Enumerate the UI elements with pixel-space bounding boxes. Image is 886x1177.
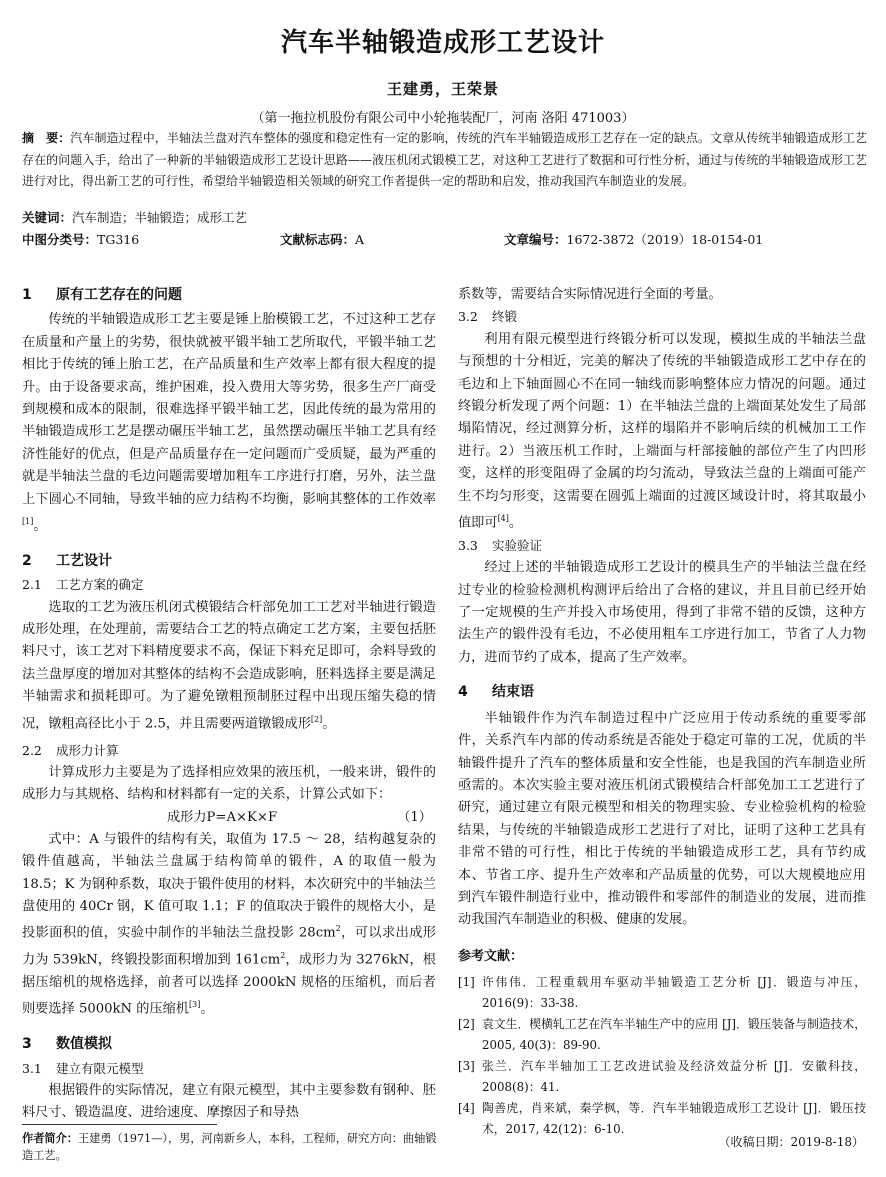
section-3-1-heading — [22, 1058, 436, 1080]
formula-number: （1） — [397, 809, 432, 825]
keywords-text: 汽车制造；半轴锻造；成形工艺 — [72, 210, 248, 225]
keywords — [22, 208, 247, 226]
section-1-title: 原有工艺存在的问题 — [56, 287, 182, 303]
section-4-para: 半轴锻件作为汽车制造过程中广泛应用于传动系统的重要零部件，关系汽车内部的传动系统是否能处于稳定可靠的工况，优质的半轴锻件提升了汽车的整体质量和安全性能，也是我国的汽车制造业所亟需的。本次实验主要对液压机闭式锻模结合杆部免加工工艺进行了研究，通过建立有限元模型和相关的物理实验、专业检验机构的检验结果，与传统的半轴锻造成形工艺进行了对比，证明了这种工艺具有非常不错的可行性，相比于传统的半轴锻造成形工艺，具有节约成本、节省工序、提升生产效率和产品质量的优势，可以大规模地应用到汽车锻件制造行业中，推动锻件和零部件的制造业的发展，进而推动我国汽车制造业的积极、健康的发展。 — [458, 710, 866, 928]
section-2-1-num: 2.1 — [22, 577, 42, 593]
footnote-text: 王建勇（1971—），男，河南新乡人，本科，工程师，研究方向：曲轴锻造工艺。 — [22, 1132, 437, 1162]
section-2-num: 2 — [22, 552, 32, 569]
footnote-divider — [22, 1124, 217, 1125]
section-3-num: 3 — [22, 1036, 32, 1053]
section-4-heading — [458, 681, 866, 703]
abstract-label: 摘 要： — [22, 131, 71, 145]
section-3-2-text: 利用有限元模型进行终锻分析可以发现，模拟生成的半轴法兰盘与预想的十分相近，完美的解决了传统的半轴锻造成形工艺中存在的毛边和上下轴面圆心不在同一轴线而影响整体应力情况的问题。通过终锻分析发现了两个问题：1）在半轴法兰盘的上端面某处发生了局部塌陷情况，经过测算分析，这样的塌陷并不影响后续的机械加工工作进行。2）当液压机工作时，上端面与杆部接触的部位产生了内凹形变，这样的形变阻碍了金属的均匀流动，导致法兰盘的上端面可能产生不均匀形变，这需要在圆弧上端面的过渡区域设计时，将其取最小值即可 — [458, 331, 866, 531]
section-3-2-para: 利用有限元模型进行终锻分析可以发现，模拟生成的半轴法兰盘与预想的十分相近，完美的解决了传统的半轴锻造成形工艺中存在的毛边和上下轴面圆心不在同一轴线而影响整体应力情况的问题。通过终锻分析发现了两个问题：1）在半轴法兰盘的上端面某处发生了局部塌陷情况，经过测算分析，这样的塌陷并不影响后续的机械加工工作进行。2）当液压机工作时，上端面与杆部接触的部位产生了内凹形变，这样的形变阻碍了金属的均匀流动，导致法兰盘的上端面可能产生不均匀形变，这需要在圆弧上端面的过渡区域设计时，将其取最小值即可[4]。 — [458, 331, 866, 531]
reference-number: [4] — [458, 1101, 475, 1116]
section-1-heading — [22, 284, 436, 306]
section-3-2-heading — [458, 306, 866, 328]
section-3-1-num: 3.1 — [22, 1060, 42, 1076]
section-4-title: 结束语 — [492, 684, 534, 701]
references — [458, 946, 866, 1140]
section-2-2-para: 式中：A 与锻件的结构有关，取值为 17.5 ～ 28，结构越复杂的锻件值越高，半轴法兰盘属于结构简单的锻件，A 的取值一般为 18.5；K 为钢种系数，取决于锻件使用的材料，本次研究中的半轴法兰盘使用的 40Cr 钢，K 值可取 1.1；F 的值取决于锻件的规格大小，是投影面积的值，实验中制作的半轴法兰盘投影 $28cm^2$，可以求出成形力为 539kN，终锻投影面积增加到 $161cm^2$，成形力为 3276kN，根据压缩机的规格选择，前者可以选择 2000kN 规格的压缩机，而后者则要选择 5000kN 的压缩机[3]。 — [22, 831, 436, 1017]
reference-text: 袁文生．楔横轧工艺在汽车半轴生产中的应用 [J]．锻压装备与制造技术，2005, 40(3)：89-90. — [482, 1017, 866, 1053]
affiliation: （第一拖拉机股份有限公司中小轮拖装配厂，河南 洛阳 471003） — [251, 111, 635, 126]
superscript: 2 — [280, 951, 286, 961]
section-2-2-title: 成形力计算 — [56, 742, 119, 758]
section-1-num: 1 — [22, 287, 32, 303]
reference-item — [458, 1014, 866, 1056]
art-value: 1672-3872（2019）18-0154-01 — [566, 232, 764, 247]
superscript: 2 — [335, 924, 341, 934]
section-3-1-continued: 系数等，需要结合实际情况进行全面的考量。 — [458, 287, 722, 302]
reference-text: 陶善虎，肖来斌，秦学枫，等．汽车半轴锻造成形工艺设计 [J]．锻压技术，2017, 42(12)：6-10. — [482, 1101, 866, 1137]
section-3-1-para: 根据锻件的实际情况，建立有限元模型，其中主要参数有钢种、胚料尺寸、锻造温度、进给速度、摩擦因子和导热 — [22, 1082, 436, 1121]
doc-code — [280, 230, 364, 248]
section-1-para: 传统的半轴锻造成形工艺主要是锤上胎模锻工艺，不过这种工艺存在质量和产量上的劣势，很快就被平锻半轴工艺所取代，平锻半轴工艺相比于传统的锤上胎工艺，在产品质量和生产效率上都有很大程度的提升。由于设备要求高，维护困难，投入费用大等劣势，很多生产厂商受到规模和成本的限制，很难选择平锻半轴工艺，因此传统的最为常用的半轴锻造成形工艺是摆动碾压半轴工艺，虽然摆动碾压半轴工艺具有经济性能好的优点，但是产品质量存在一定问题而广受质疑，最为严重的就是半轴法兰盘的毛边问题需要增加粗车工序进行打磨，另外，法兰盘上下圆心不同轴，导致半轴的应力结构不均衡，影响其整体的工作效率[1]。 — [22, 312, 436, 534]
reference-number: [2] — [458, 1017, 475, 1032]
reference-list — [458, 972, 866, 1140]
section-2-heading — [22, 550, 436, 572]
citation: [3] — [188, 1000, 201, 1010]
formula-expression: 成形力P=A×K×F — [167, 809, 278, 825]
reference-text: 张兰．汽车半轴加工工艺改进试验及经济效益分析 [J]．安徽科技，2008(8)：41. — [482, 1059, 866, 1095]
left-column — [22, 284, 436, 1125]
text-part: 式中：A 与锻件的结构有关，取值为 17.5 ～ 28，结构越复杂的锻件值越高，半轴法兰盘属于结构简单的锻件，A 的取值一般为 18.5；K 为钢种系数，取决于锻件使用的材料，本次研究中的半轴法兰盘使用的 40Cr 钢，K 值可取 1.1；F 的值取决于锻件的规格大小，是投影面积的值，实验中制作的半轴法兰盘投影 28cm — [22, 831, 436, 941]
section-2-2-num: 2.2 — [22, 742, 42, 758]
art-label: 文章编号： — [504, 232, 567, 247]
section-2-1-text: 选取的工艺为液压机闭式模锻结合杆部免加工工艺对半轴进行锻造成形处理，在处理前，需要结合工艺的特点确定工艺方案，主要包括胚料尺寸，该工艺对下料精度要求不高，保证下料充足即可，余料导致的法兰盘厚度的增加对其整体的结构不会造成影响，胚料选择主要是满足半轴需求和损耗即可。为了避免镦粗预制胚过程中出现压缩失稳的情况，镦粗高径比小于 2.5，并且需要两道镦锻成形 — [22, 599, 436, 732]
section-3-3-heading — [458, 535, 866, 557]
clc-label: 中图分类号： — [22, 232, 98, 247]
author-footnote — [22, 1130, 442, 1164]
text-part: ，可以求出成形力为 539kN，终锻投影面积增加到 161cm — [22, 925, 436, 968]
abstract-text: 汽车制造过程中，半轴法兰盘对汽车整体的强度和稳定性有一定的影响，传统的汽车半轴锻造成形工艺存在一定的缺点。文章从传统半轴锻造成形工艺存在的问题入手，给出了一种新的半轴锻造成形工艺设计思路——液压机闭式锻模工艺，对这种工艺进行了数据和可行性分析，通过与传统的半轴锻造成形工艺进行对比，得出新工艺的可行性，希望给半轴锻造相关领域的研究工作者提供一定的帮助和启发，推动我国汽车制造业的发展。 — [22, 131, 867, 188]
section-3-3-para: 经过上述的半轴锻造成形工艺设计的模具生产的半轴法兰盘在经过专业的检验检测机构测评后给出了合格的建议，并且目前已经开始了一定规模的生产并投入市场使用，得到了非常不错的反馈，这种方法生产的锻件没有毛边，不必使用粗车工序进行加工，节省了人力物力，进而节约了成本，提高了生产效率。 — [458, 560, 866, 665]
section-2-title: 工艺设计 — [56, 552, 112, 569]
references-title: 参考文献： — [458, 948, 524, 964]
citation: [1] — [22, 517, 34, 527]
section-3-3-title: 实验验证 — [492, 537, 543, 553]
received-date: （收稿日期：2019-8-18） — [718, 1135, 864, 1149]
reference-item — [458, 1056, 866, 1098]
section-3-3-num: 3.3 — [458, 537, 478, 553]
doc-label: 文献标志码： — [280, 232, 356, 247]
section-1-text: 传统的半轴锻造成形工艺主要是锤上胎模锻工艺，不过这种工艺存在质量和产量上的劣势，很快就被平锻半轴工艺所取代，平锻半轴工艺相比于传统的锤上胎工艺，在产品质量和生产效率上都有很大程度的提升。由于设备要求高，维护困难，投入费用大等劣势，很多生产厂商受到规模和成本的限制，很难选择平锻半轴工艺，因此传统的最为常用的半轴锻造成形工艺是摆动碾压半轴工艺，虽然摆动碾压半轴工艺具有经济性能好的优点，但是产品质量存在一定问题而广受质疑，最为严重的就是半轴法兰盘的毛边问题需要增加粗车工序进行打磨，另外，法兰盘上下圆心不同轴，导致半轴的应力结构不均衡，影响其整体的工作效率 — [22, 312, 436, 507]
section-3-title: 数值模拟 — [56, 1036, 112, 1053]
section-2-1-para: 选取的工艺为液压机闭式模锻结合杆部免加工工艺对半轴进行锻造成形处理，在处理前，需要结合工艺的特点确定工艺方案，主要包括胚料尺寸，该工艺对下料精度要求不高，保证下料充足即可，余料导致的法兰盘厚度的增加对其整体的结构不会造成影响，胚料选择主要是满足半轴需求和损耗即可。为了避免镦粗预制胚过程中出现压缩失稳的情况，镦粗高径比小于 2.5，并且需要两道镦锻成形[2]。 — [22, 599, 436, 732]
abstract — [22, 128, 867, 193]
paper-title: 汽车半轴锻造成形工艺设计 — [280, 28, 605, 58]
footnote-label: 作者简介： — [22, 1132, 78, 1145]
authors: 王建勇，王荣景 — [386, 80, 499, 98]
section-3-1-title: 建立有限元模型 — [56, 1060, 144, 1076]
citation: [4] — [497, 514, 509, 524]
section-2-2-intro: 计算成形力主要是为了选择相应效果的液压机，一般来讲，锻件的成形力与其规格、结构和材料都有一定的关系，计算公式如下： — [22, 764, 436, 803]
section-4-num: 4 — [458, 684, 468, 701]
reference-number: [3] — [458, 1059, 475, 1074]
section-2-1-title: 工艺方案的确定 — [56, 577, 144, 593]
clc-value: TG316 — [97, 232, 140, 247]
section-2-2-heading — [22, 740, 436, 762]
right-column — [458, 284, 866, 1140]
keywords-label: 关键词： — [22, 210, 73, 225]
doc-value: A — [355, 232, 365, 247]
section-3-heading — [22, 1033, 436, 1055]
reference-text: 许伟伟．工程重载用车驱动半轴锻造工艺分析 [J]．锻造与冲压，2016(9)：33-38. — [482, 975, 866, 1011]
reference-number: [1] — [458, 975, 475, 990]
article-number — [504, 230, 763, 248]
text-part: ，成形力为 3276kN，根据压缩机的规格选择，前者可以选择 2000kN 规格的压缩机，而后者则要选择 5000kN 的压缩机 — [22, 952, 436, 1017]
clc-number — [22, 230, 139, 248]
section-2-1-heading — [22, 574, 436, 596]
formula — [22, 807, 436, 829]
section-3-2-num: 3.2 — [458, 309, 478, 325]
reference-item — [458, 972, 866, 1014]
section-3-2-title: 终锻 — [492, 309, 518, 325]
citation: [2] — [310, 714, 323, 724]
